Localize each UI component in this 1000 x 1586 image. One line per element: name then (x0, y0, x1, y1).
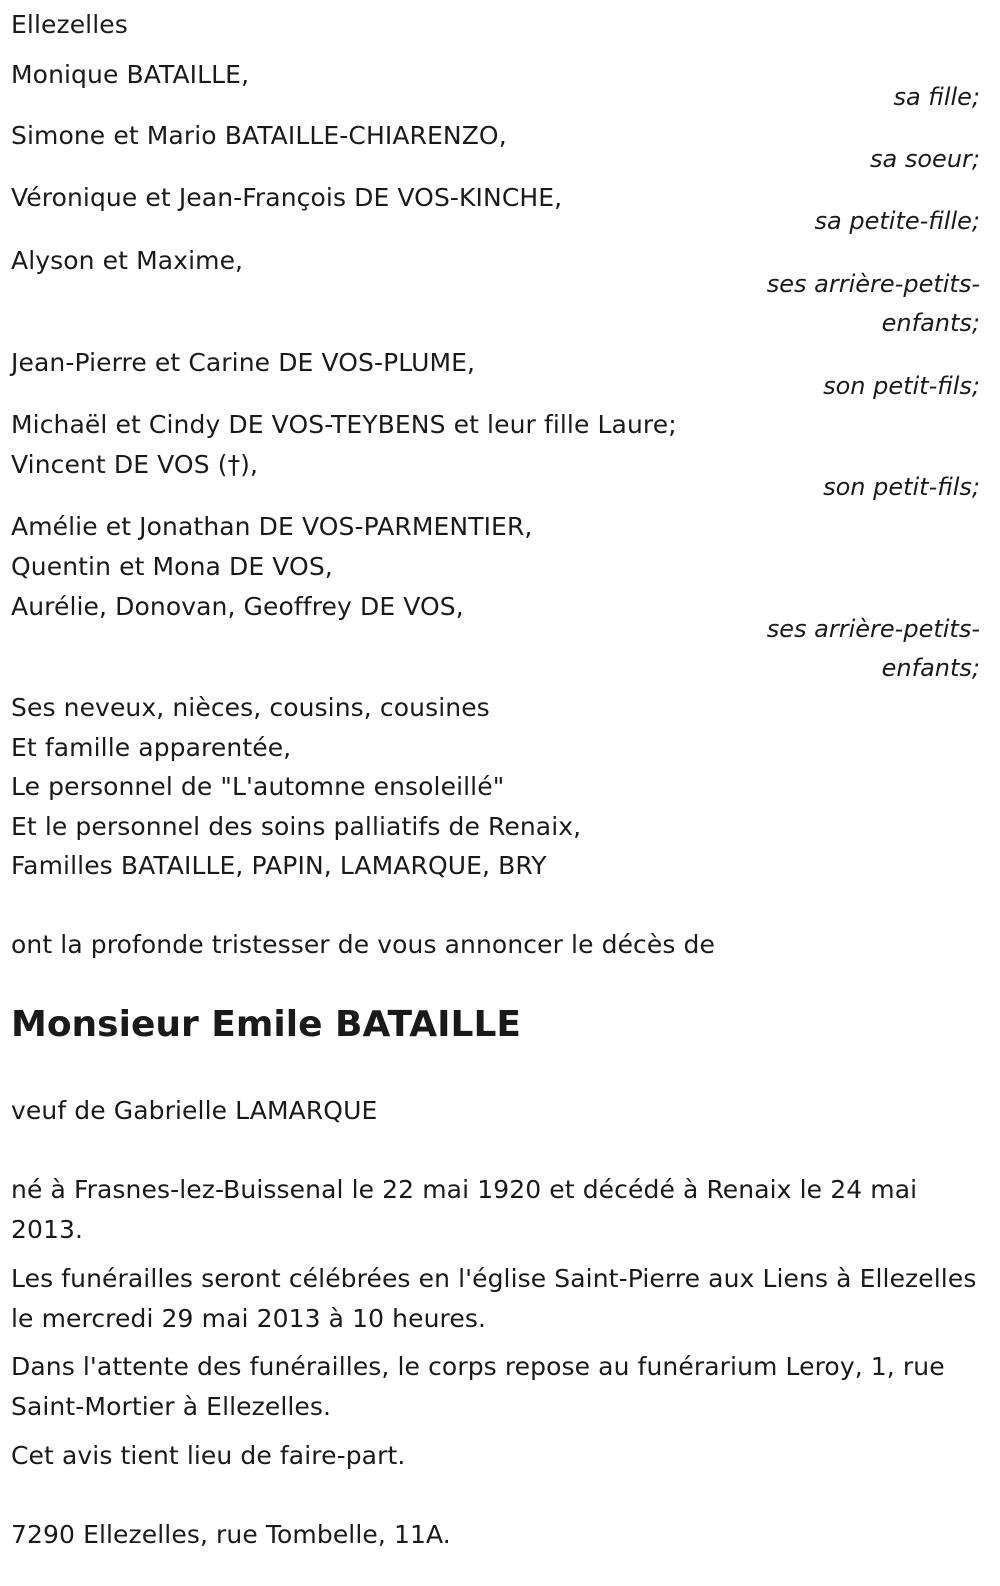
relation-granddaughter: sa petite-fille; (814, 207, 980, 235)
others-line-1: Ses neveux, nièces, cousins, cousines (11, 693, 490, 722)
relation-sister: sa soeur; (870, 145, 980, 173)
widower-text: veuf de Gabrielle LAMARQUE (11, 1096, 378, 1125)
faire-part-paragraph: Cet avis tient lieu de faire-part. (11, 1441, 406, 1470)
family-name-grandson-2b: Vincent DE VOS (†), (11, 450, 259, 479)
family-name-granddaughter: Véronique et Jean-François DE VOS-KINCHE, (11, 183, 563, 212)
relation-great-grandchildren-2a: ses arrière-petits- (766, 615, 980, 643)
family-name-grandson-2a: Michaël et Cindy DE VOS-TEYBENS et leur fille Laure; (11, 410, 677, 439)
announcement-text: ont la profonde tristesser de vous annoncer le décès de (11, 930, 715, 959)
relation-great-grandchildren-2b: enfants; (881, 654, 980, 682)
place-heading: Ellezelles (11, 10, 128, 39)
others-line-3: Le personnel de "L'automne ensoleillé" (11, 772, 505, 801)
others-line-2: Et famille apparentée, (11, 733, 292, 762)
relation-grandson-2: son petit-fils; (823, 473, 980, 501)
deceased-name: Monsieur Emile BATAILLE (11, 1004, 522, 1045)
family-name-great-grandchildren-1: Alyson et Maxime, (11, 246, 244, 275)
others-line-4: Et le personnel des soins palliatifs de Renaix, (11, 812, 582, 841)
relation-grandson-1: son petit-fils; (823, 372, 980, 400)
family-name-great-grandchildren-2c: Aurélie, Donovan, Geoffrey DE VOS, (11, 592, 464, 621)
family-name-great-grandchildren-2a: Amélie et Jonathan DE VOS-PARMENTIER, (11, 512, 533, 541)
family-name-great-grandchildren-2b: Quentin et Mona DE VOS, (11, 552, 333, 581)
repose-paragraph: Dans l'attente des funérailles, le corps repose au funérarium Leroy, 1, rue Saint-Mortier à Ellezelles. (11, 1352, 945, 1421)
funeral-paragraph: Les funérailles seront célébrées en l'église Saint-Pierre aux Liens à Ellezelles le mercredi 29 mai 2013 à 10 heures. (11, 1264, 977, 1333)
others-line-5: Familles BATAILLE, PAPIN, LAMARQUE, BRY (11, 851, 547, 880)
family-name-daughter: Monique BATAILLE, (11, 60, 250, 89)
birth-death-paragraph: né à Frasnes-lez-Buissenal le 22 mai 1920 et décédé à Renaix le 24 mai 2013. (11, 1175, 918, 1244)
address-line: 7290 Ellezelles, rue Tombelle, 11A. (11, 1520, 451, 1549)
family-name-grandson-1: Jean-Pierre et Carine DE VOS-PLUME, (11, 348, 476, 377)
relation-great-grandchildren-1a: ses arrière-petits- (766, 270, 980, 298)
family-name-sister: Simone et Mario BATAILLE-CHIARENZO, (11, 121, 507, 150)
relation-great-grandchildren-1b: enfants; (881, 309, 980, 337)
relation-daughter: sa fille; (893, 83, 980, 111)
